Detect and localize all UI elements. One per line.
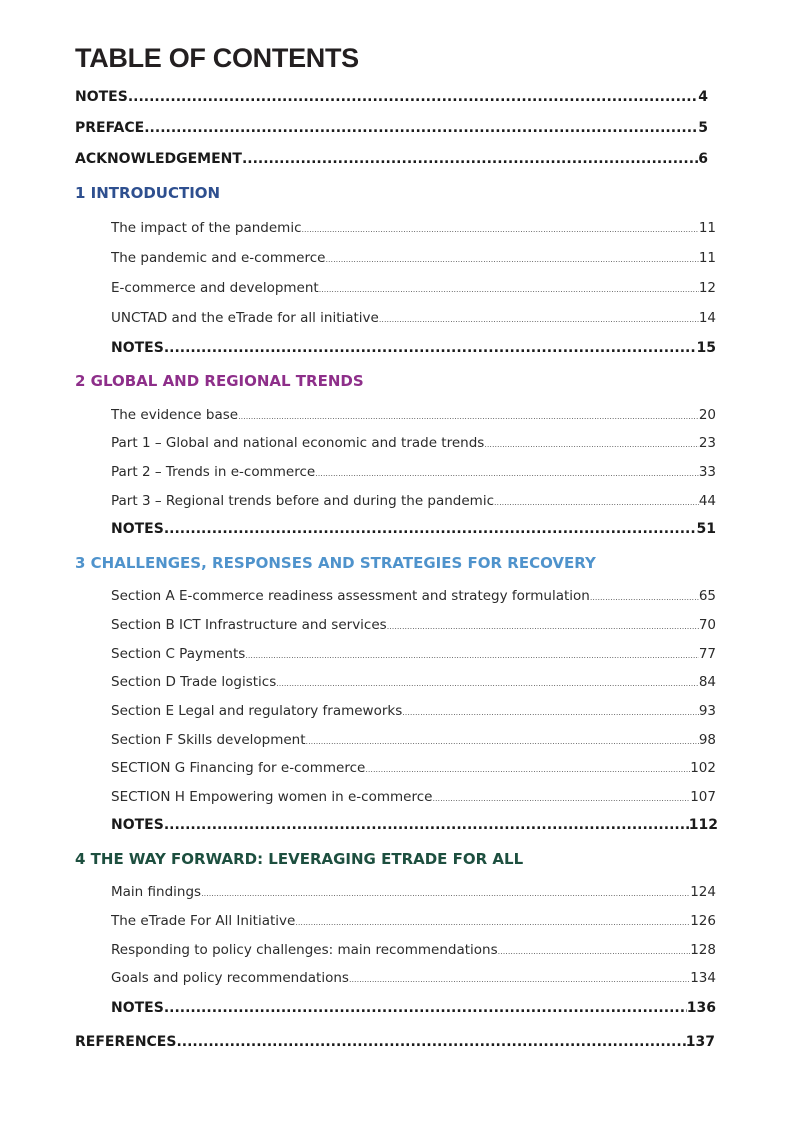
dot-leader <box>176 1034 685 1050</box>
dot-leader <box>201 889 690 898</box>
toc-entry-page: 112 <box>688 817 718 833</box>
toc-entry-label: UNCTAD and the eTrade for all initiative <box>111 310 379 326</box>
toc-entry-page: 93 <box>698 703 716 719</box>
toc-entry-page: 102 <box>690 760 716 776</box>
toc-entry-label: The eTrade For All Initiative <box>111 913 296 929</box>
toc-entry-page: 98 <box>698 732 716 748</box>
toc-entry-label: PREFACE <box>75 120 145 136</box>
toc-entry-label: Section E Legal and regulatory frameworks <box>111 703 403 719</box>
chapter-heading-global-trends[interactable]: 2 GLOBAL AND REGIONAL TRENDS <box>75 372 364 390</box>
toc-entry-page: 136 <box>686 1000 716 1016</box>
toc-entry-chapter-notes[interactable] <box>111 1000 716 1016</box>
dot-leader <box>144 120 698 136</box>
toc-entry-page: 128 <box>690 942 716 958</box>
toc-entry-label: Section B ICT Infrastructure and services <box>111 617 387 633</box>
dot-leader <box>164 340 697 356</box>
toc-entry[interactable] <box>111 942 716 958</box>
toc-entry[interactable] <box>111 760 716 776</box>
toc-entry-label: NOTES <box>111 340 164 356</box>
toc-entry-page: 65 <box>698 588 716 604</box>
toc-entry-page: 14 <box>698 310 716 326</box>
toc-entry[interactable] <box>111 646 716 662</box>
toc-entry[interactable] <box>111 970 716 986</box>
toc-entry-page: 11 <box>698 250 716 266</box>
toc-entry[interactable] <box>111 493 716 509</box>
toc-entry-page: 70 <box>698 617 716 633</box>
toc-entry-label: Section C Payments <box>111 646 246 662</box>
toc-entry-page: 20 <box>698 407 716 423</box>
toc-entry-page: 137 <box>685 1034 715 1050</box>
toc-entry-label: Section F Skills development <box>111 732 306 748</box>
toc-entry[interactable] <box>111 703 716 719</box>
toc-entry-page: 4 <box>698 89 708 105</box>
dot-leader <box>379 315 699 324</box>
toc-entry-label: Part 3 – Regional trends before and during the pandemic <box>111 493 495 509</box>
toc-entry-page: 84 <box>698 674 716 690</box>
toc-entry-label: SECTION G Financing for e-commerce <box>111 760 366 776</box>
toc-entry-page: 5 <box>698 120 708 136</box>
toc-entry[interactable] <box>111 280 716 296</box>
toc-entry-label: Part 2 – Trends in e-commerce <box>111 464 316 480</box>
dot-leader <box>387 622 699 631</box>
toc-entry-label: The pandemic and e-commerce <box>111 250 326 266</box>
chapter-heading-way-forward[interactable]: 4 THE WAY FORWARD: LEVERAGING ETRADE FOR ALL <box>75 850 524 868</box>
toc-entry[interactable] <box>111 464 716 480</box>
toc-entry[interactable] <box>111 732 716 748</box>
dot-leader <box>242 151 698 167</box>
toc-entry-page: 107 <box>690 789 716 805</box>
toc-entry[interactable] <box>111 674 716 690</box>
page-title: TABLE OF CONTENTS <box>75 43 359 73</box>
toc-entry-page: 124 <box>690 884 716 900</box>
toc-entry-label: NOTES <box>111 521 164 537</box>
toc-entry-chapter-notes[interactable] <box>111 340 716 356</box>
toc-entry-label: The impact of the pandemic <box>111 220 302 236</box>
chapter-heading-challenges[interactable]: 3 CHALLENGES, RESPONSES AND STRATEGIES FOR RECOVERY <box>75 554 596 572</box>
toc-entry-references[interactable] <box>75 1034 715 1050</box>
dot-leader <box>306 737 699 746</box>
dot-leader <box>590 593 699 602</box>
dot-leader <box>238 412 699 421</box>
dot-leader <box>302 225 699 234</box>
dot-leader <box>315 469 699 478</box>
dot-leader <box>164 521 697 537</box>
dot-leader <box>164 1000 687 1016</box>
dot-leader <box>164 817 689 833</box>
toc-entry-label: Section D Trade logistics <box>111 674 277 690</box>
toc-entry-label: Main findings <box>111 884 202 900</box>
toc-entry-label: ACKNOWLEDGEMENT <box>75 151 242 167</box>
toc-entry-page: 6 <box>698 151 708 167</box>
toc-entry-page: 11 <box>698 220 716 236</box>
toc-entry-label: E-commerce and development <box>111 280 319 296</box>
dot-leader <box>498 947 691 956</box>
toc-entry-label: Responding to policy challenges: main recommendations <box>111 942 498 958</box>
toc-entry-label: Goals and policy recommendations <box>111 970 349 986</box>
toc-entry-page: 126 <box>690 913 716 929</box>
dot-leader <box>494 498 699 507</box>
chapter-heading-introduction[interactable]: 1 INTRODUCTION <box>75 184 221 202</box>
dot-leader <box>365 765 690 774</box>
toc-entry-chapter-notes[interactable] <box>111 521 716 537</box>
toc-entry[interactable] <box>111 789 716 805</box>
toc-entry[interactable] <box>111 884 716 900</box>
toc-entry[interactable] <box>111 913 716 929</box>
toc-entry-label: NOTES <box>111 817 164 833</box>
toc-entry[interactable] <box>111 617 716 633</box>
toc-entry-acknowledgement[interactable] <box>75 151 708 167</box>
toc-entry-label: NOTES <box>111 1000 164 1016</box>
toc-entry[interactable] <box>111 588 716 604</box>
toc-entry-label: SECTION H Empowering women in e-commerce <box>111 789 433 805</box>
dot-leader <box>128 89 698 105</box>
toc-entry-label: The evidence base <box>111 407 239 423</box>
dot-leader <box>276 679 699 688</box>
toc-entry[interactable] <box>111 220 716 236</box>
toc-entry-label: Part 1 – Global and national economic and trade trends <box>111 435 485 451</box>
toc-entry-page: 51 <box>696 521 716 537</box>
dot-leader <box>432 794 690 803</box>
dot-leader <box>484 440 698 449</box>
toc-entry[interactable] <box>111 250 716 266</box>
toc-entry-page: 77 <box>698 646 716 662</box>
toc-entry[interactable] <box>111 310 716 326</box>
dot-leader <box>245 651 699 660</box>
toc-entry-page: 23 <box>698 435 716 451</box>
toc-entry-page: 44 <box>698 493 716 509</box>
dot-leader <box>295 918 690 927</box>
dot-leader <box>402 708 699 717</box>
toc-entry-label: Section A E-commerce readiness assessment and strategy formulation <box>111 588 590 604</box>
toc-entry-label: REFERENCES <box>75 1034 177 1050</box>
toc-entry[interactable] <box>111 435 716 451</box>
toc-entry-page: 134 <box>690 970 716 986</box>
toc-entry-page: 12 <box>698 280 716 296</box>
toc-entry-label: NOTES <box>75 89 128 105</box>
dot-leader <box>325 255 698 264</box>
toc-entry[interactable] <box>111 407 716 423</box>
toc-entry-page: 33 <box>698 464 716 480</box>
toc-entry-notes[interactable] <box>75 89 708 105</box>
toc-entry-page: 15 <box>696 340 716 356</box>
toc-entry-preface[interactable] <box>75 120 708 136</box>
toc-entry-chapter-notes[interactable] <box>111 817 718 833</box>
dot-leader <box>319 285 699 294</box>
dot-leader <box>349 975 690 984</box>
